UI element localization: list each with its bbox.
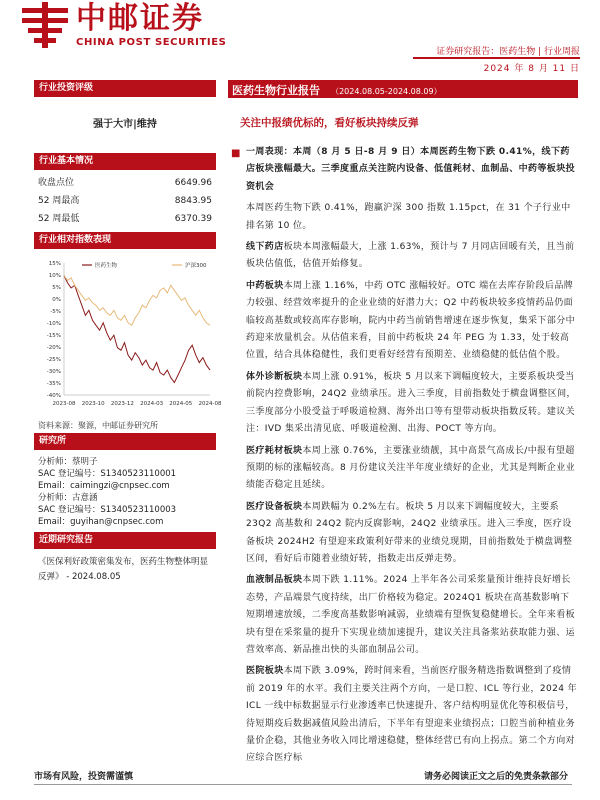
paragraph-text: 本周下跌 1.11%。2024 上半年各公司采浆量预计维持良好增长态势，产品端景气度持续，出厂价格较为稳定。2024Q1 板块在高基数影响下短期增速放缓，二季度高基数影响减弱，业绩端有望恢复稳健增长。全年来看板块有望在采浆量的提升下实现业绩加速提升，建议关注具备浆站获取能力强、运营效率高、新品推出快的头部血制品公司。 <box>246 575 576 655</box>
basic-info-header: 行业基本情况 <box>34 153 216 170</box>
research-section-header: 研究所 <box>34 433 216 450</box>
paragraph-head: 医院板块 <box>246 666 284 677</box>
basic-value: 8843.95 <box>174 196 212 206</box>
basic-row <box>34 174 216 192</box>
paragraph-text: 本周上涨 0.76%，主要涨业绩靓，其中高景气高成长/中报有望超预期的标的涨幅较高。8 月份建议关注半年度业绩好的企业，尤其是判断企业业绩能否稳定且延续。 <box>246 445 575 491</box>
series-line-2 <box>64 276 210 326</box>
report-subtitle: 关注中报绩优标的，看好板块持续反弹 <box>240 117 419 129</box>
chart-source: 资料来源：聚源，中邮证券研究所 <box>38 421 158 430</box>
y-tick-label: -10% <box>46 321 61 327</box>
y-tick-label: 5% <box>52 285 61 291</box>
rating-section-header: 行业投资评级 <box>34 80 216 97</box>
footer-disclaimer: 请务必阅读正文之后的免责条款部分 <box>423 772 568 782</box>
basic-value: 6649.96 <box>174 178 212 188</box>
basic-row <box>34 192 216 210</box>
paragraph-head: 医疗耗材板块 <box>246 445 303 456</box>
basic-value: 6370.39 <box>174 214 212 224</box>
paragraph <box>246 369 578 439</box>
paragraph <box>246 278 578 365</box>
paragraph-head: 线下药店 <box>246 242 284 253</box>
paragraph <box>246 663 578 767</box>
summary-text: 一周表现：本周（8 月 5 日-8 月 9 日）本周医药生物下跌 0.41%，线下药店板块涨幅最大。三季度重点关注院内设备、低值耗材、血制品、中药等板块投资机会 <box>246 147 576 192</box>
x-tick-label: 2024-08 <box>198 401 222 407</box>
rating-value: 强于大市|维持 <box>93 119 157 130</box>
index-chart-svg <box>34 249 222 417</box>
paragraph-text: 本周上涨 1.16%，中药 OTC 涨幅较好。OTC 端在去库存阶段后品牌力较强、经营效率提升的企业业绩的好潜力大；Q2 中药板块较多疫情药品仍面临较高基数或较高库存影响，院内中药当前销售增速在逐步恢复，集采下部分中药迎来放量机会。从估值来看，目前中药板块 24 年 PEG 为 1.33，处于较高位置，结合具体稳健性，我们更看好经营有预期差、业绩稳健的低估值个股。 <box>246 280 576 361</box>
brand-name-cn: 中邮证券 <box>76 1 204 36</box>
x-tick-label: 2023-08 <box>52 401 76 407</box>
bullet-icon: ■ <box>231 148 241 159</box>
series-line-1 <box>64 276 210 383</box>
report-title: 医药生物行业报告 <box>232 84 320 97</box>
researcher-email: Email：caimingzi@cnpsec.com <box>38 481 170 491</box>
researcher-name: 分析师：古意涵 <box>38 493 98 503</box>
paragraph <box>246 572 578 659</box>
paragraph-text: 板块本周涨幅最大，上涨 1.63%，预计与 7 月同店回暖有关，且当前板块估值低，估值开始修复。 <box>246 242 575 270</box>
basic-row <box>34 210 216 228</box>
paragraph-text: 本周下跌 3.09%，跨时间来看，当前医疗服务精选指数调整到了疫情前 2019 年的水平。我们主要关注两个方向，一是口腔、ICL 等行业，2024 年 ICL 一线中标数据显示行业渗透率已快速提升、客户结构明显优化等积极信号，待短期疫后数据减值风险出清后，下半年有望迎来业绩拐点；口腔当前种植业务量价企稳，其他业务收入同比增速稳健，整体经营已有向上拐点。第二个方向对应综合医疗标 <box>246 666 578 764</box>
y-tick-label: 15% <box>48 261 61 267</box>
y-tick-label: -25% <box>46 357 61 363</box>
y-tick-label: -30% <box>46 369 61 375</box>
x-tick-label: 2023-10 <box>81 401 105 407</box>
recent-report-link[interactable]: 《医保利好政策密集发布，医药生物整体明显反弹》 - 2024.08.05 <box>38 557 209 582</box>
breadcrumb: 证券研究报告：医药生物 | 行业周报 <box>436 47 580 57</box>
basic-label: 52 周最低 <box>38 214 80 224</box>
brand-name-en: CHINA POST SECURITIES <box>76 37 227 48</box>
researcher-name: 分析师：蔡明子 <box>38 457 98 467</box>
paragraph <box>246 443 578 495</box>
paragraph-text: 本周上涨 0.91%，板块 5 月以来下调幅度较大，主要系板块受当前院内控费影响，24Q2 业绩承压。进入三季度，目前指数处于横盘调整区间，三季度部分小股受益于呼吸道检测、海外出口等有望带动板块指数反转。建议关注：IVD 集采出清见底、呼吸道检测、出海、POCT 等方向。 <box>246 371 576 435</box>
index-chart <box>34 249 222 417</box>
paragraph <box>246 499 578 569</box>
paragraph-head: 体外诊断板块 <box>246 371 303 382</box>
researcher-sac: SAC 登记编号：S1340523110003 <box>38 505 177 515</box>
researcher-sac: SAC 登记编号：S1340523110001 <box>38 469 177 479</box>
report-body <box>228 144 578 768</box>
researcher-email: Email：guyihan@cnpsec.com <box>38 517 164 527</box>
recent-section-header: 近期研究报告 <box>34 532 216 549</box>
paragraph-head: 血液制品板块 <box>246 575 303 586</box>
legend-label: 医药生物 <box>95 263 118 269</box>
footer-risk-note: 市场有风险，投资需谨慎 <box>34 772 134 782</box>
paragraph-head: 中药板块 <box>246 280 284 291</box>
footer-divider <box>34 784 572 785</box>
x-tick-label: 2024-03 <box>140 401 164 407</box>
x-tick-label: 2023-12 <box>110 401 134 407</box>
paragraph <box>246 200 578 235</box>
header-divider <box>413 57 580 59</box>
sidebar <box>34 80 222 591</box>
y-tick-label: 10% <box>48 273 61 279</box>
y-tick-label: -35% <box>46 381 61 387</box>
paragraph <box>246 239 578 274</box>
paragraph-text: 本周医药生物下跌 0.41%，跑赢沪深 300 指数 1.15pct，在 31 个子行业中排名第 10 位。 <box>246 203 571 231</box>
report-range: （2024.08.05-2024.08.09） <box>331 87 442 96</box>
main-content <box>228 80 578 768</box>
y-tick-label: -5% <box>50 309 61 315</box>
x-tick-label: 2024-05 <box>169 401 193 407</box>
paragraph-head: 医疗设备板块 <box>246 501 303 512</box>
basic-label: 52 周最高 <box>38 196 80 206</box>
report-title-bar <box>228 80 578 98</box>
y-tick-label: -20% <box>46 345 61 351</box>
report-date: 2024 年 8 月 11 日 <box>483 64 580 74</box>
y-tick-label: -40% <box>46 393 61 399</box>
y-tick-label: 0% <box>52 297 61 303</box>
basic-label: 收盘点位 <box>38 178 75 188</box>
page-header <box>0 0 600 74</box>
legend-label: 沪深300 <box>185 263 207 269</box>
weekly-summary <box>231 144 578 196</box>
researcher-list <box>34 450 216 532</box>
paragraph-text: 本周跌幅为 0.2%左右。板块 5 月以来下调幅度较大，主要系 23Q2 高基数和 24Q2 院内反腐影响，24Q2 业绩承压。进入三季度，医疗设备板块 2024H2 有望迎来政策利好带来的业绩兑现期，目前指数处于横盘调整区间，看好后市随着业绩好转，指数走出反弹走势。 <box>246 501 573 564</box>
chart-section-header: 行业相对指数表现 <box>34 232 216 249</box>
y-tick-label: -15% <box>46 333 61 339</box>
china-post-logo-icon <box>22 2 68 48</box>
